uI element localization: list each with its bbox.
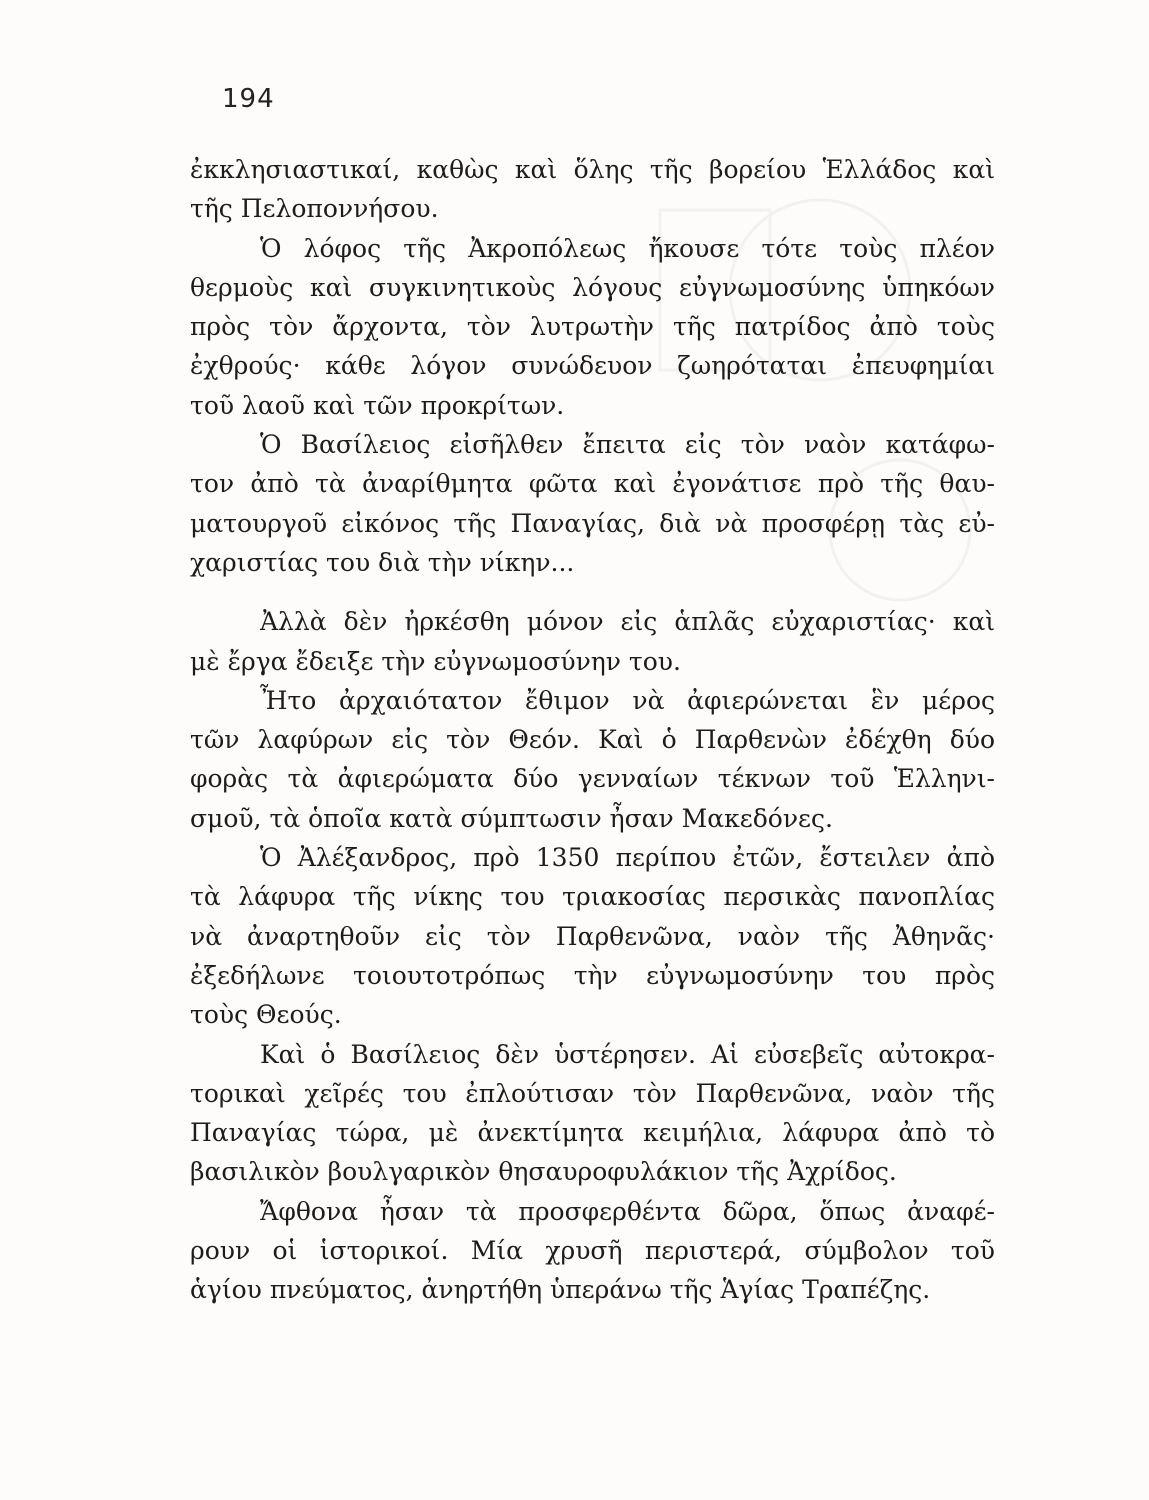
text-line: Ὁ Βασίλειος εἰσῆλθεν ἔπειτα εἰς τὸν ναὸν κατάφω- [260,430,995,460]
text-line: τοῦ λαοῦ καὶ τῶν προκρίτων. [190,390,565,420]
text-line: βασιλικὸν βουλγαρικὸν θησαυροφυλάκιον τῆς Ἀχρίδος. [190,1157,897,1187]
text-line: Ὁ λόφος τῆς Ἀκροπόλεως ἤκουσε τότε τοὺς πλέον [260,233,995,263]
text-line: τὰ λάφυρα τῆς νίκης του τριακοσίας περσικὰς πανοπλίας [190,882,995,912]
text-line: ἁγίου πνεύματος, ἀνηρτήθη ὑπεράνω τῆς Ἁγίας Τραπέζης. [190,1275,931,1305]
text-line: Καὶ ὁ Βασίλειος δὲν ὑστέρησεν. Αἱ εὐσεβεῖς αὐτοκρα- [260,1039,995,1069]
text-line: ἐξεδήλωνε τοιουτοτρόπως τὴν εὐγνωμοσύνην του πρὸς [190,960,995,990]
paragraph [190,838,995,1034]
paragraph [190,425,995,582]
text-line: χαριστίας του διὰ τὴν νίκην... [190,547,575,577]
text-line: σμοῦ, τὰ ὁποῖα κατὰ σύμπτωσιν ἦσαν Μακεδόνες. [190,803,833,833]
paragraph [190,602,995,681]
text-line: Ἄφθονα ἦσαν τὰ προσφερθέντα δῶρα, ὅπως ἀναφέ- [260,1196,995,1226]
text-line: ἐχθρούς· κάθε λόγον συνώδευον ζωηρόταται ἐπευφημίαι [190,351,995,381]
text-line: νὰ ἀναρτηθοῦν εἰς τὸν Παρθενῶνα, ναὸν τῆς Ἀθηνᾶς· [190,921,995,951]
body-text [190,150,995,1310]
text-line: Ἀλλὰ δὲν ἠρκέσθη μόνον εἰς ἁπλᾶς εὐχαριστίας· καὶ [260,607,995,637]
paragraph [190,681,995,838]
text-line: τον ἀπὸ τὰ ἀναρίθμητα φῶτα καὶ ἐγονάτισε πρὸ τῆς θαυ- [190,469,995,499]
paragraph [190,1035,995,1192]
text-line: φορὰς τὰ ἀφιερώματα δύο γενναίων τέκνων τοῦ Ἑλληνι- [190,764,995,794]
text-line: θερμοὺς καὶ συγκινητικοὺς λόγους εὐγνωμοσύνης ὑπηκόων [190,272,995,302]
paragraph [190,229,995,425]
text-line: ἐκκλησιαστικαί, καθὼς καὶ ὅλης τῆς βορείου Ἑλλάδος καὶ [190,155,995,184]
text-line: τορικαὶ χεῖρές του ἐπλούτισαν τὸν Παρθενῶνα, ναὸν τῆς [190,1078,995,1108]
text-line: μὲ ἔργα ἔδειξε τὴν εὐγνωμοσύνην του. [190,646,681,676]
text-line: πρὸς τὸν ἄρχοντα, τὸν λυτρωτὴν τῆς πατρίδος ἀπὸ τοὺς [190,312,995,342]
text-line: τῶν λαφύρων εἰς τὸν Θεόν. Καὶ ὁ Παρθενὼν ἐδέχθη δύο [190,725,995,755]
text-line: τῆς Πελοποννήσου. [190,194,439,224]
text-line: Παναγίας τώρα, μὲ ἀνεκτίμητα κειμήλια, λάφυρα ἀπὸ τὸ [190,1118,995,1148]
text-line: ματουργοῦ εἰκόνος τῆς Παναγίας, διὰ νὰ προσφέρῃ τὰς εὐ- [190,508,995,538]
text-line: Ἦτο ἀρχαιότατον ἔθιμον νὰ ἀφιερώνεται ἓν μέρος [260,685,995,715]
paragraph-gap [190,582,995,602]
page-number: 194 [222,84,275,114]
text-line: ρουν οἱ ἱστορικοί. Μία χρυσῆ περιστερά, σύμβολον τοῦ [190,1236,995,1266]
paragraph [190,1192,995,1310]
paragraph [190,150,995,229]
text-line: τοὺς Θεούς. [190,1000,342,1030]
text-line: Ὁ Ἀλέξανδρος, πρὸ 1350 περίπου ἐτῶν, ἔστειλεν ἀπὸ [260,843,995,873]
